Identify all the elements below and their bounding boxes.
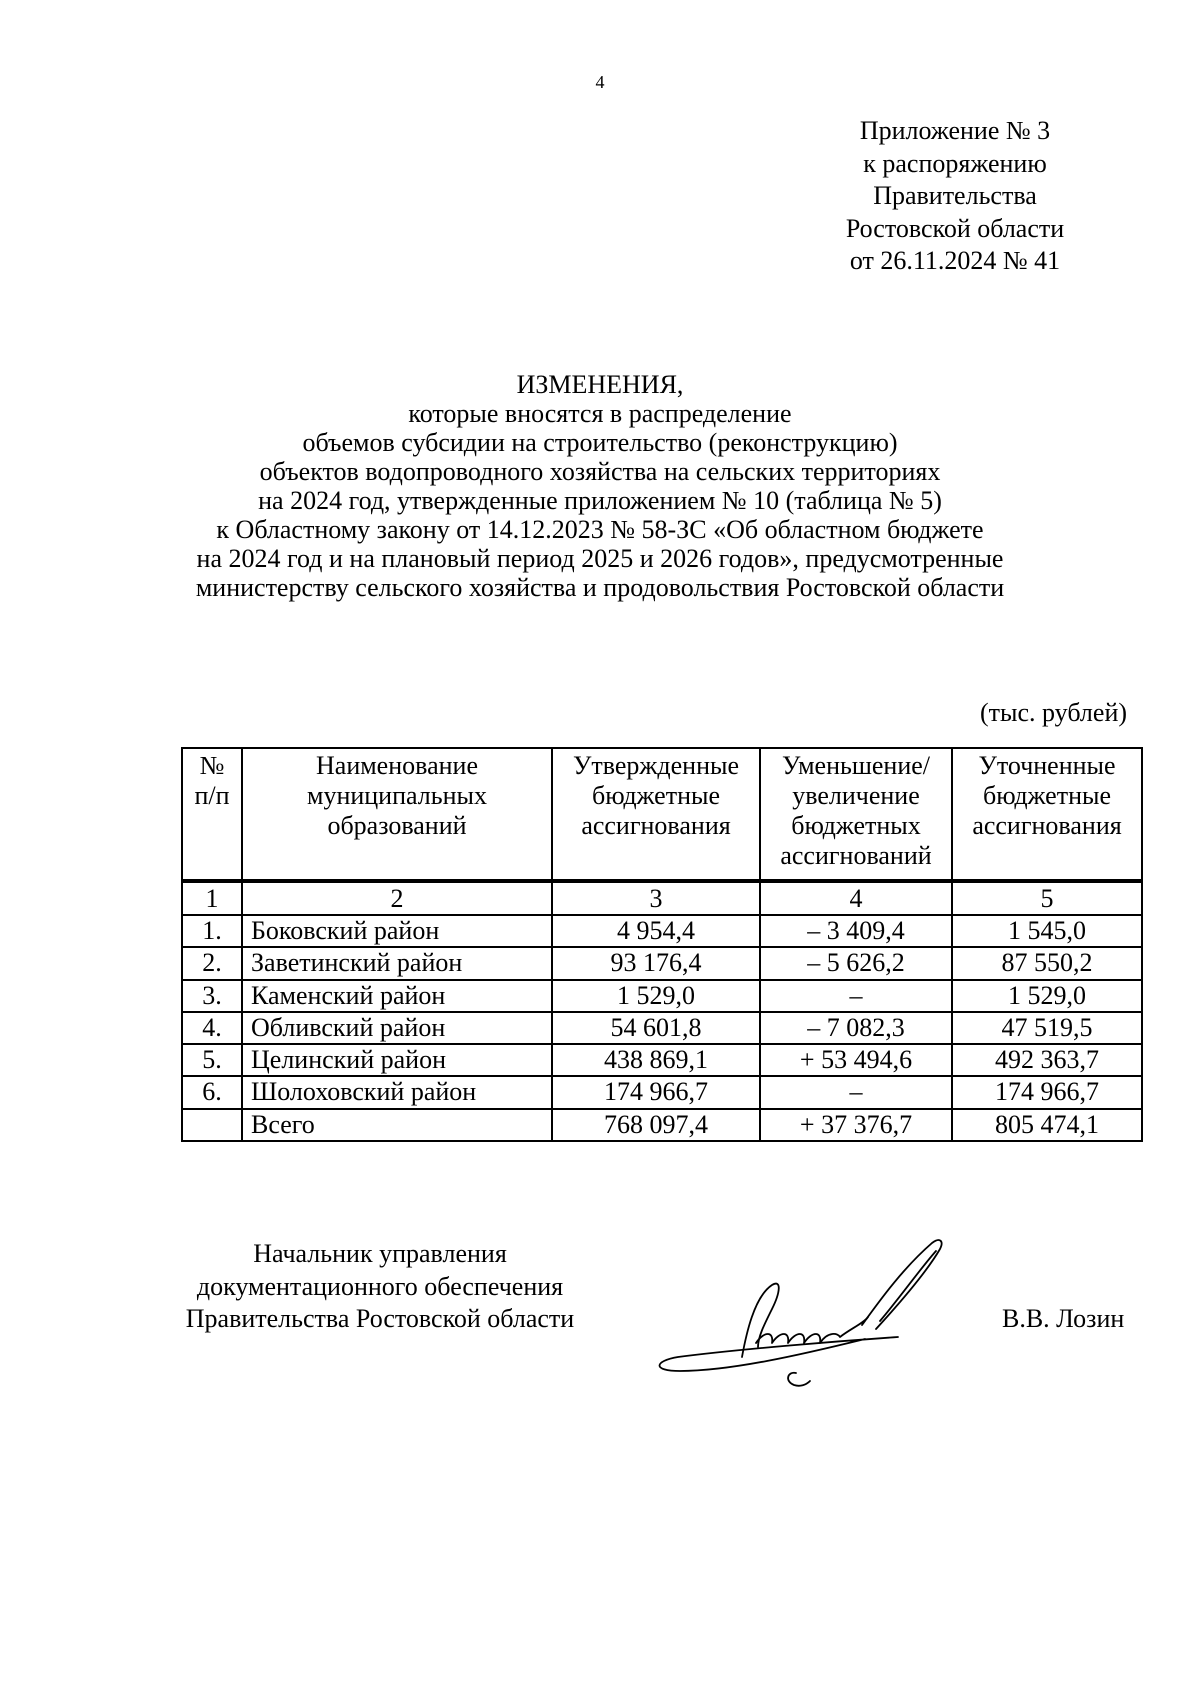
approved-value: 93 176,4 [552,947,760,979]
approved-value: 438 869,1 [552,1044,760,1076]
revised-value: 47 519,5 [952,1012,1142,1044]
column-number: 4 [760,881,952,915]
row-index: 4. [182,1012,242,1044]
units-label: (тыс. рублей) [980,698,1128,727]
appendix-line: от 26.11.2024 № 41 [849,246,1061,275]
header-text: муниципальных [306,781,487,810]
header-text: Утвержденные [572,751,739,780]
header-text: ассигнования [581,811,731,840]
approved-total: 768 097,4 [552,1109,760,1141]
revised-value: 87 550,2 [952,947,1142,979]
row-index [182,1109,242,1141]
column-number: 5 [952,881,1142,915]
table-row [182,947,1142,979]
column-number: 1 [182,881,242,915]
row-index: 5. [182,1044,242,1076]
revised-value: 174 966,7 [952,1076,1142,1108]
municipality-name: Целинский район [242,1044,552,1076]
handwritten-signature-icon [650,1225,980,1395]
signatory-position [160,1238,600,1336]
row-index: 1. [182,915,242,947]
change-value: – 7 082,3 [760,1012,952,1044]
header-text: бюджетных [791,811,921,840]
position-line: Правительства Ростовской области [185,1304,575,1333]
header-text: Уменьшение/ [781,751,931,780]
title-line: министерству сельского хозяйства и продовольствия Ростовской области [195,573,1005,602]
appendix-line: Приложение № 3 [859,116,1051,145]
table-row [182,980,1142,1012]
position-line: Начальник управления [253,1239,507,1268]
title-line: на 2024 год и на плановый период 2025 и 2026 годов», предусмотренные [196,544,1004,573]
municipality-name: Боковский район [242,915,552,947]
change-value: – [760,1076,952,1108]
title-heading: ИЗМЕНЕНИЯ, [516,370,684,399]
title-line: объемов субсидии на строительство (реконструкцию) [302,428,898,457]
change-value: – [760,980,952,1012]
total-label: Всего [242,1109,552,1141]
revised-value: 1 529,0 [952,980,1142,1012]
header-municipality [242,748,552,881]
signatory-name: В.В. Лозин [1002,1304,1125,1333]
column-number: 2 [242,881,552,915]
revised-value: 492 363,7 [952,1044,1142,1076]
approved-value: 4 954,4 [552,915,760,947]
change-total: + 37 376,7 [760,1109,952,1141]
header-text: ассигнований [780,841,932,870]
position-line: документационного обеспечения [196,1271,564,1301]
header-change [760,748,952,881]
table-header-row [182,748,1142,881]
column-number-row [182,881,1142,915]
header-text: № [199,751,225,780]
municipality-name: Обливский район [242,1012,552,1044]
change-value: – 5 626,2 [760,947,952,979]
change-value: – 3 409,4 [760,915,952,947]
table-row [182,1044,1142,1076]
municipality-name: Шолоховский район [242,1076,552,1108]
header-text: п/п [194,781,230,810]
table-row [182,1076,1142,1108]
header-text: увеличение [792,781,920,810]
column-number: 3 [552,881,760,915]
table-row [182,1012,1142,1044]
change-value: + 53 494,6 [760,1044,952,1076]
approved-value: 1 529,0 [552,980,760,1012]
budget-table [181,747,1143,1142]
header-number [182,748,242,881]
header-text: бюджетные [591,781,720,810]
row-index: 3. [182,980,242,1012]
page-number: 4 [595,72,605,92]
table-row [182,915,1142,947]
document-title [0,370,1200,602]
revised-value: 1 545,0 [952,915,1142,947]
header-approved [552,748,760,881]
approved-value: 174 966,7 [552,1076,760,1108]
revised-total: 805 474,1 [952,1109,1142,1141]
header-text: образований [327,811,467,840]
table-total-row [182,1109,1142,1141]
title-line: объектов водопроводного хозяйства на сельских территориях [259,457,941,486]
title-line: на 2024 год, утвержденные приложением № 10 (таблица № 5) [258,486,942,515]
row-index: 2. [182,947,242,979]
appendix-line: Ростовской области [845,213,1065,243]
header-text: бюджетные [982,781,1111,810]
header-text: Уточненные [978,751,1116,780]
municipality-name: Каменский район [242,980,552,1012]
header-text: Наименование [316,751,478,780]
approved-value: 54 601,8 [552,1012,760,1044]
municipality-name: Заветинский район [242,947,552,979]
appendix-block [800,115,1110,278]
appendix-line: Правительства [873,181,1037,210]
title-line: которые вносятся в распределение [408,399,792,428]
row-index: 6. [182,1076,242,1108]
header-revised [952,748,1142,881]
header-text: ассигнования [972,811,1122,840]
title-line: к Областному закону от 14.12.2023 № 58-ЗС «Об областном бюджете [216,515,984,544]
appendix-line: к распоряжению [863,148,1047,178]
